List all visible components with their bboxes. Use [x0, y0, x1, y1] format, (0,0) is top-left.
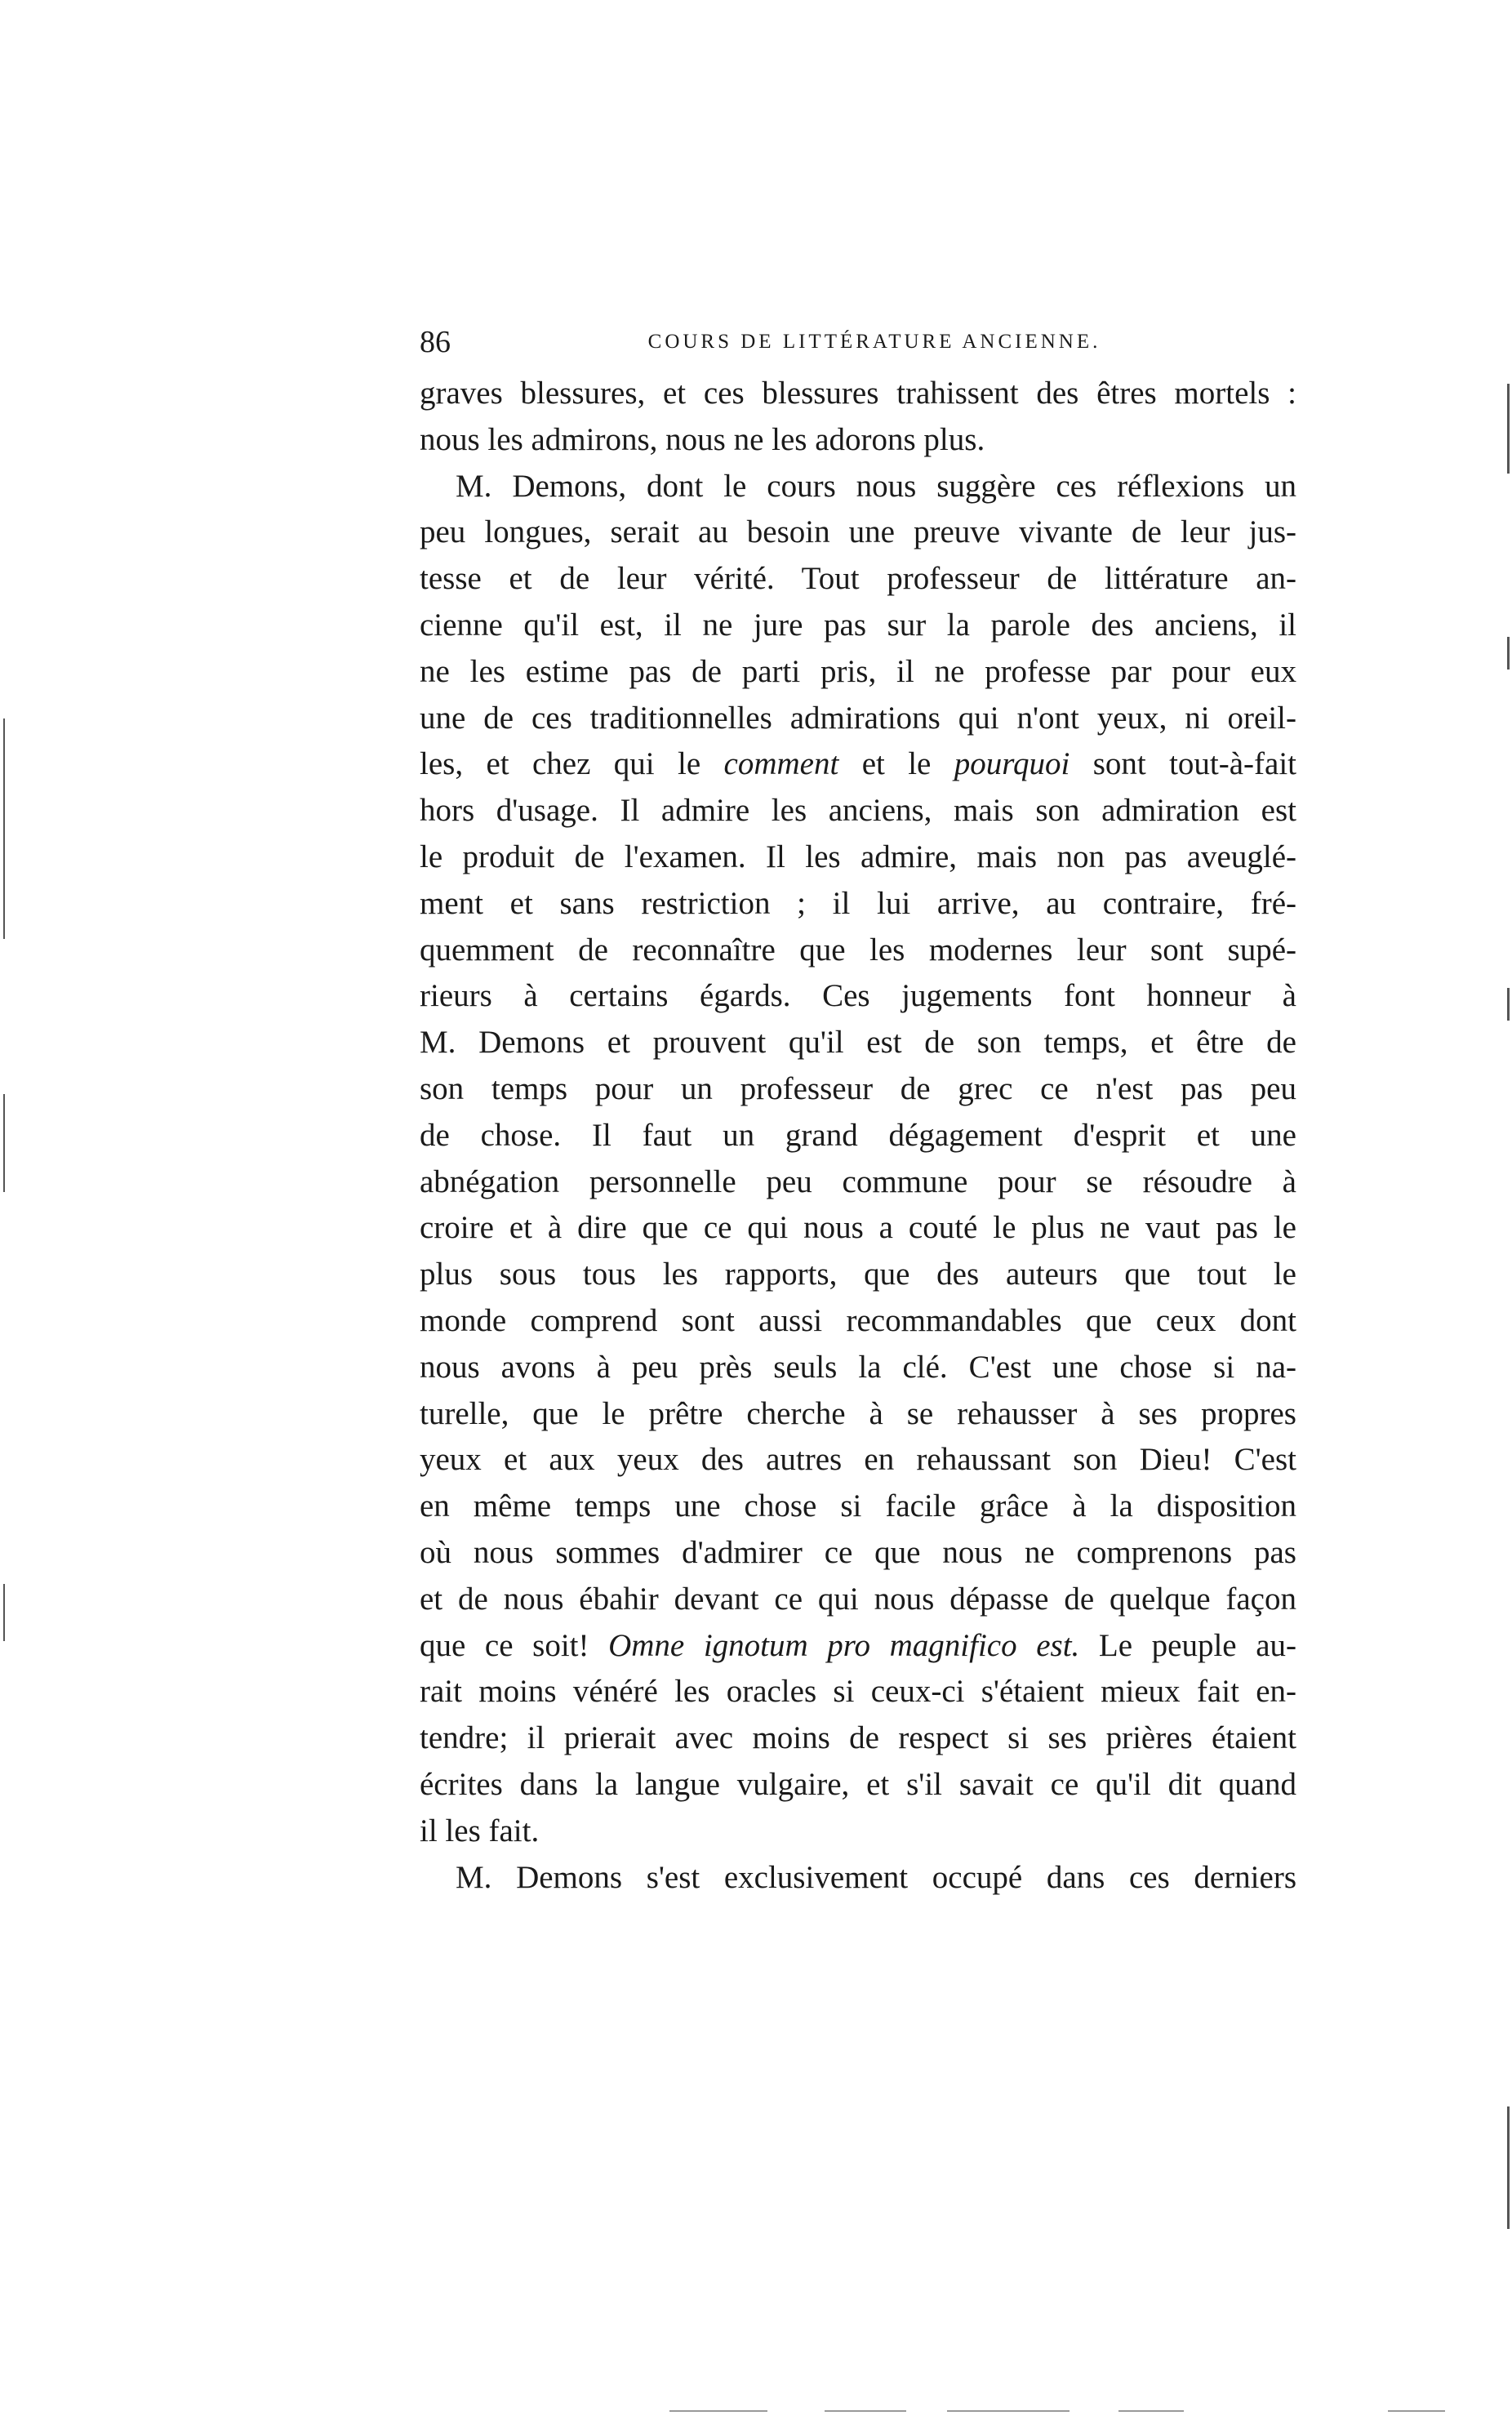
text-line: hors d'usage. Il admire les anciens, mais son admiration est: [420, 793, 1296, 829]
text-line: M. Demons et prouvent qu'il est de son temps, et être de: [420, 1025, 1296, 1061]
text-line: nous avons à peu près seuls la clé. C'est une chose si na-: [420, 1349, 1296, 1385]
running-title: COURS DE LITTÉRATURE ANCIENNE.: [647, 331, 1101, 353]
scan-edge-mark: [3, 1094, 5, 1192]
text-line: en même temps une chose si facile grâce à la disposition: [420, 1488, 1296, 1524]
text-line: le produit de l'examen. Il les admire, mais non pas aveuglé-: [420, 839, 1296, 874]
text-line: monde comprend sont aussi recommandables que ceux dont: [420, 1302, 1296, 1338]
text-line: quemment de reconnaître que les modernes leur sont supé-: [420, 932, 1296, 968]
text-line: et de nous ébahir devant ce qui nous dépasse de quelque façon: [420, 1581, 1296, 1617]
scan-edge-mark: [1507, 637, 1510, 670]
scan-footer-rule: [1118, 2410, 1184, 2412]
text-line: M. Demons, dont le cours nous suggère ces réflexions un: [456, 468, 1296, 504]
text-line: cienne qu'il est, il ne jure pas sur la parole des anciens, il: [420, 607, 1296, 643]
text-line: nous les admirons, nous ne les adorons plus.: [420, 421, 985, 457]
page-number: 86: [420, 325, 451, 359]
page-header: [420, 322, 1296, 363]
scan-footer-rule: [825, 2410, 906, 2412]
scan-edge-mark: [1507, 384, 1510, 474]
text-line: abnégation personnelle peu commune pour se résoudre à: [420, 1163, 1296, 1199]
text-line: une de ces traditionnelles admirations qui n'ont yeux, ni oreil-: [420, 700, 1296, 736]
text-line: graves blessures, et ces blessures trahissent des êtres mortels :: [420, 376, 1296, 411]
text-line: écrites dans la langue vulgaire, et s'il savait ce qu'il dit quand: [420, 1766, 1296, 1802]
text-line: peu longues, serait au besoin une preuve vivante de leur jus-: [420, 514, 1296, 550]
text-line: que ce soit! Omne ignotum pro magnifico est. Le peuple au-: [420, 1627, 1297, 1663]
scan-edge-mark: [1507, 988, 1510, 1021]
text-line: de chose. Il faut un grand dégagement d'esprit et une: [420, 1117, 1296, 1153]
text-line: il les fait.: [420, 1813, 540, 1848]
text-line: rait moins vénéré les oracles si ceux-ci s'étaient mieux fait en-: [420, 1674, 1296, 1710]
scan-footer-rule: [1388, 2410, 1445, 2412]
scan-edge-mark: [3, 1584, 5, 1641]
text-line: tendre; il prierait avec moins de respect si ses prières étaient: [420, 1720, 1296, 1756]
scan-footer-rule: [669, 2410, 767, 2412]
body-text: [420, 371, 1296, 1901]
scan-footer-rule: [947, 2410, 1070, 2412]
text-line: turelle, que le prêtre cherche à se rehausser à ses propres: [420, 1395, 1296, 1431]
text-line: les, et chez qui le comment et le pourquoi sont tout-à-fait: [420, 746, 1296, 782]
text-line: ment et sans restriction ; il lui arrive, au contraire, fré-: [420, 885, 1296, 921]
text-line: où nous sommes d'admirer ce que nous ne comprenons pas: [420, 1534, 1296, 1570]
text-line: yeux et aux yeux des autres en rehaussant son Dieu! C'est: [420, 1442, 1296, 1478]
scan-edge-mark: [1507, 2106, 1510, 2229]
text-line: plus sous tous les rapports, que des auteurs que tout le: [420, 1257, 1296, 1292]
scan-edge-mark: [3, 718, 5, 939]
text-line: son temps pour un professeur de grec ce n'est pas peu: [420, 1070, 1296, 1106]
text-line: tesse et de leur vérité. Tout professeur de littérature an-: [420, 561, 1296, 597]
text-line: croire et à dire que ce qui nous a couté le plus ne vaut pas le: [420, 1210, 1296, 1246]
text-line: M. Demons s'est exclusivement occupé dans ces derniers: [456, 1859, 1296, 1895]
text-line: rieurs à certains égards. Ces jugements font honneur à: [420, 978, 1296, 1014]
text-line: ne les estime pas de parti pris, il ne professe par pour eux: [420, 653, 1296, 689]
